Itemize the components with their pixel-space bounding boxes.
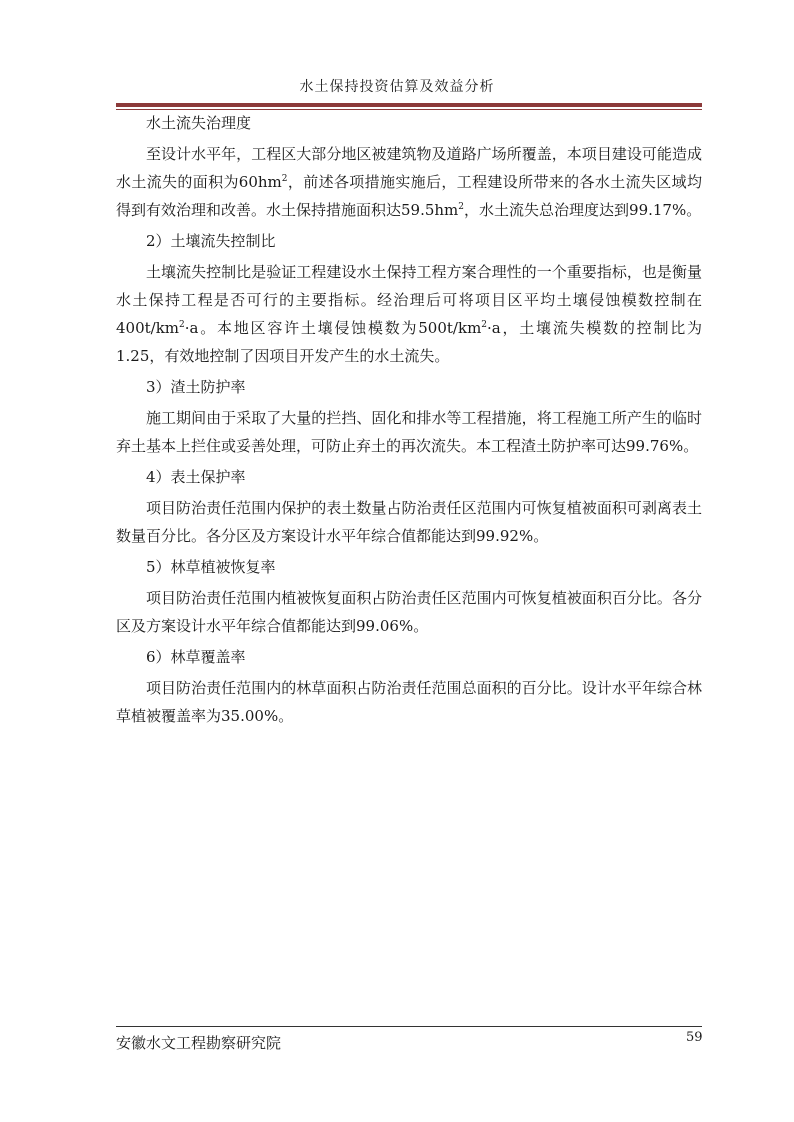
superscript: 2 [458,202,465,212]
paragraph-3: 施工期间由于采取了大量的拦挡、固化和排水等工程措施，将工程施工所产生的临时弃土基本上拦住或妥善处理，可防止弃土的再次流失。本工程渣土防护率可达99.76%。 [116,409,702,455]
paragraph-2-part-a: 土壤流失控制比是验证工程建设水土保持工程方案合理性的一个重要指标，也是衡量水土保持工程是否可行的主要指标。经治理后可将项目区平均土壤侵蚀模数控制在400t/km [116,263,702,337]
section-heading-1: 水土流失治理度 [146,114,252,132]
paragraph-2 [116,258,702,370]
document-body [116,109,702,733]
page-number: 59 [686,1030,703,1045]
paragraph-5: 项目防治责任范围内植被恢复面积占防治责任区范围内可恢复植被面积百分比。各分区及方案设计水平年综合值都能达到99.06%。 [116,589,702,635]
section-heading-2: 2）土壤流失控制比 [146,232,276,250]
header-rule-thick [116,103,702,107]
paragraph-1-part-c: ，水土流失总治理度达到99.17%。 [464,201,702,219]
section-heading-5: 5）林草植被恢复率 [146,558,276,576]
footer-rule [116,1026,702,1027]
footer-organization: 安徽水文工程勘察研究院 [116,1034,282,1052]
paragraph-1 [116,140,702,224]
paragraph-2-part-b: ·a。本地区容许土壤侵蚀模数为500t/km [184,319,482,337]
section-heading-6: 6）林草覆盖率 [146,648,246,666]
paragraph-1-part-a: 至设计水平年，工程区大部分地区被建筑物及道路广场所覆盖，本项目建设可能造成水土流失的面积为60hm [116,145,702,191]
section-heading-4: 4）表土保护率 [146,468,246,486]
superscript: 2 [281,174,288,184]
superscript: 2 [179,320,185,330]
section-heading-3: 3）渣土防护率 [146,378,246,396]
paragraph-2-part-c: ·a，土壤流失模数的控制比为1.25，有效地控制了因项目开发产生的水土流失。 [116,319,702,365]
paragraph-6: 项目防治责任范围内的林草面积占防治责任范围总面积的百分比。设计水平年综合林草植被覆盖率为35.00%。 [116,679,702,725]
superscript: 2 [481,320,488,330]
paragraph-4: 项目防治责任范围内保护的表土数量占防治责任区范围内可恢复植被面积可剥离表土数量百分比。各分区及方案设计水平年综合值都能达到99.92%。 [116,499,702,545]
paragraph-1-part-b: ，前述各项措施实施后，工程建设所带来的各水土流失区域均得到有效治理和改善。水土保持措施面积达59.5hm [116,173,702,219]
page-header-title: 水土保持投资估算及效益分析 [299,79,495,95]
